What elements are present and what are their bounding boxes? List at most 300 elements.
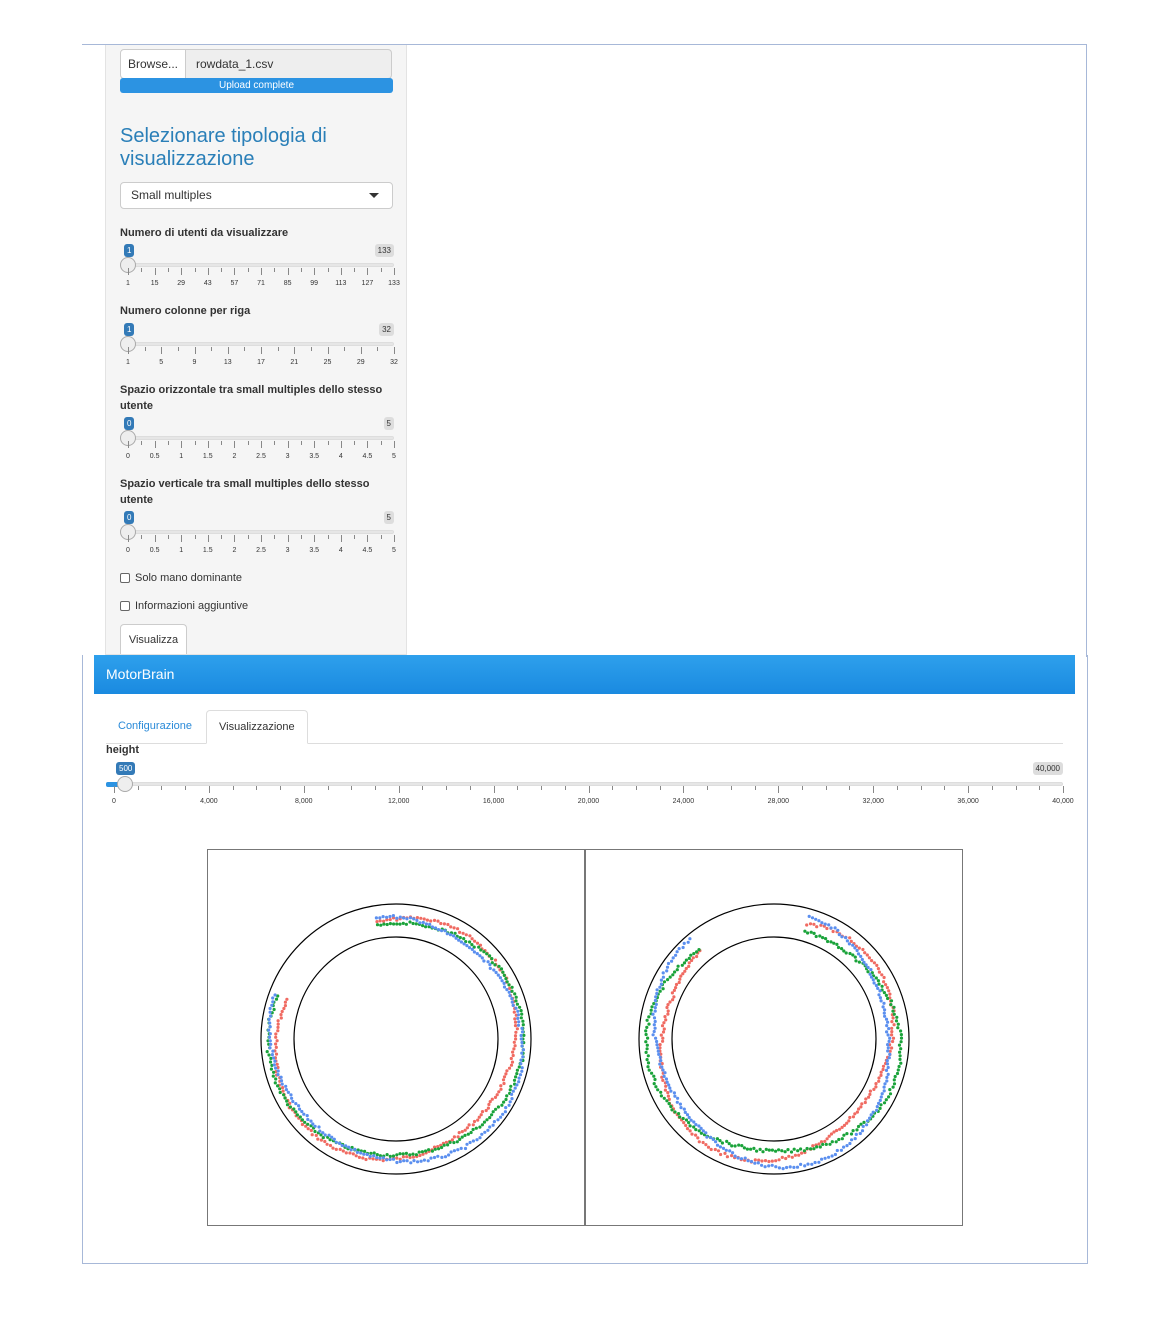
trace-point [872,1088,875,1091]
trace-point [676,1101,679,1104]
height-slider[interactable] [106,762,1074,808]
slider-tick [155,441,156,448]
slider-track[interactable] [128,263,394,267]
trace-point [492,968,495,971]
trace-point [877,967,880,970]
trace-point [323,1140,326,1143]
trace-point [511,1051,514,1054]
file-input[interactable] [120,49,392,79]
trace-point [668,1102,671,1105]
trace-point [888,1088,891,1091]
trace-point [487,960,490,963]
trace-point [402,922,405,925]
trace-point [683,1108,686,1111]
slider-tick [921,786,922,790]
trace-point [782,1167,785,1170]
slider-tick [361,347,362,354]
trace-point [673,989,676,992]
trace-point [677,1112,680,1115]
trace-point [856,949,859,952]
visualizza-button[interactable]: Visualizza [120,624,187,654]
trace-point [654,1027,657,1030]
slider-tick [248,535,249,539]
slider-tick [181,441,182,448]
trace-point [823,1140,826,1143]
slider-tick-label: 4 [338,547,343,554]
trace-point [666,966,669,969]
navbar-title[interactable]: MotorBrain [106,666,175,682]
slider-tick [248,441,249,445]
slider-tick [778,786,779,793]
trace-point [353,1148,356,1151]
trace-point [827,923,830,926]
trace-point [655,1040,658,1043]
trace-point [650,1072,653,1075]
slider-value-badge: 1 [124,244,134,257]
trace-point [507,983,510,986]
trace-point [497,974,500,977]
trace-point [669,976,672,979]
trace-point [759,1148,762,1151]
trace-point [303,1121,306,1124]
trace-point [280,1016,283,1019]
trace-point [764,1165,767,1168]
trace-point [877,979,880,982]
trace-point [433,919,436,922]
slider-tick [381,268,382,272]
trace-point [665,1006,668,1009]
trace-point [513,1011,516,1014]
trace-point [885,1030,888,1033]
trace-point [726,1155,729,1158]
trace-point [654,995,657,998]
trace-point [800,1152,803,1155]
trace-point [646,1019,649,1022]
slider-tick [234,268,235,275]
trace-point [314,1125,317,1128]
slider-track[interactable] [128,342,394,346]
trace-point [858,961,861,964]
trace-point [878,989,881,992]
trace-point [280,1079,283,1082]
trace-point [694,1134,697,1137]
trace-point [768,1149,771,1152]
trace-point [519,1073,522,1076]
trace-point [765,1148,768,1151]
trace-point [418,1154,421,1157]
trace-point [482,959,485,962]
trace-point [665,969,668,972]
trace-point [450,1150,453,1153]
trace-point [792,1166,795,1169]
slider-track[interactable] [128,530,394,534]
trace-point [892,1016,895,1019]
trace-point [358,1156,361,1159]
trace-point [388,915,391,918]
trace-point [662,971,665,974]
trace-point [510,1097,513,1100]
trace-point [877,1080,880,1083]
trace-point [375,916,378,919]
slider-tick-label: 4.5 [362,453,373,460]
checkbox-dominant-hand[interactable] [120,572,242,584]
trace-point [451,1138,454,1141]
trace-point [877,1076,880,1079]
trace-point [494,959,497,962]
trace-point [509,1100,512,1103]
slider-tick [234,535,235,542]
trace-point [276,1073,279,1076]
trace-point [771,1149,774,1152]
trace-point [286,1103,289,1106]
trace-point [434,926,437,929]
trace-point [496,1118,499,1121]
slider-tick [731,786,732,790]
trace-point [885,1079,888,1082]
visualization-type-select[interactable] [120,182,393,209]
trace-point [688,957,691,960]
slider-tick-label: 0 [126,453,130,460]
trace-point [503,985,506,988]
navbar [94,655,1075,694]
trace-point [653,1078,656,1081]
trace-point [306,1123,309,1126]
trace-point [692,952,695,955]
slider-tick [470,786,471,790]
trace-point [490,1113,493,1116]
trace-point [281,1086,284,1089]
trace-point [473,950,476,953]
tab-configurazione[interactable]: Configurazione [118,720,192,732]
trace-point [695,955,698,958]
trace-point [760,1164,763,1167]
trace-point [518,1077,521,1080]
trace-point [692,1125,695,1128]
trace-point [895,1019,898,1022]
trace-point [328,1134,331,1137]
slider-vertical-space[interactable] [120,511,394,557]
trace-point [465,1143,468,1146]
trace-point [443,1144,446,1147]
trace-point [880,999,883,1002]
trace-point [503,974,506,977]
trace-point [702,1141,705,1144]
trace-point [412,1159,415,1162]
trace-point [757,1161,760,1164]
trace-point [900,1040,903,1043]
trace-point [890,1033,893,1036]
trace-point [276,1084,279,1087]
trace-point [520,1044,523,1047]
caret-down-icon [369,193,379,198]
trace-point [820,1158,823,1161]
trace-point [897,1068,900,1071]
trace-point [812,1147,815,1150]
trace-point [449,925,452,928]
trace-point [514,1044,517,1047]
trace-point [828,1143,831,1146]
trace-point [379,919,382,922]
trace-point [852,1129,855,1132]
trace-point [509,1085,512,1088]
trace-point [836,1149,839,1152]
trace-point [700,1127,703,1130]
trace-point [488,1116,491,1119]
slider-tick-label: 5 [392,547,396,554]
trace-point [676,1097,679,1100]
trace-point [382,923,385,926]
trace-point [841,1137,844,1140]
trace-point [274,1081,277,1084]
trace-point [654,1085,657,1088]
tab-visualizzazione[interactable]: Visualizzazione [206,710,308,744]
trace-point [835,1129,838,1132]
slider-tick [314,441,315,448]
slider-track[interactable] [128,436,394,440]
trace-point [862,961,865,964]
trace-point [271,1053,274,1056]
trace-point [868,1117,871,1120]
trace-point [281,1010,284,1013]
slider-tick-label: 16,000 [482,798,505,805]
slider-tick [145,347,146,351]
trace-point [673,1091,676,1094]
trace-point [835,1140,838,1143]
trace-point [294,1110,297,1113]
trace-point [659,1091,662,1094]
trace-point [704,1143,707,1146]
trace-point [386,1153,389,1156]
trace-point [888,1040,891,1043]
trace-point [412,922,415,925]
trace-point [372,1157,375,1160]
trace-point [298,1108,301,1111]
slider-tick [280,786,281,790]
trace-point [515,996,518,999]
trace-point [395,1157,398,1160]
trace-point [862,1121,865,1124]
trace-point [856,1111,859,1114]
slider-tick [155,268,156,275]
slider-tick-label: 29 [177,280,186,287]
trace-point [692,956,695,959]
trace-point [479,948,482,951]
trace-point [885,994,888,997]
trace-point [654,1020,657,1023]
trace-point [718,1139,721,1142]
trace-point [416,1160,419,1163]
trace-point [515,1072,518,1075]
trace-point [520,1070,523,1073]
trace-point [725,1140,728,1143]
trace-point [392,922,395,925]
trace-point [306,1118,309,1121]
trace-point [475,1138,478,1141]
trace-point [273,1008,276,1011]
trace-point [514,1037,517,1040]
trace-point [900,1033,903,1036]
trace-point [277,1019,280,1022]
trace-point [402,1152,405,1155]
trace-point [418,921,421,924]
slider-tick [367,535,368,542]
slider-tick [897,786,898,790]
checkbox-box[interactable] [120,601,130,611]
slider-label-users: Numero di utenti da visualizzare [120,227,289,239]
trace-point [850,1138,853,1141]
trace-point [363,1150,366,1153]
trace-point [840,935,843,938]
trace-point [898,1058,901,1061]
trace-point [886,1049,889,1052]
trace-point [855,1133,858,1136]
trace-point [520,1052,523,1055]
trace-point [892,1006,895,1009]
slider-tick [612,786,613,790]
trace-point [674,986,677,989]
trace-point [483,1131,486,1134]
trace-point [719,1153,722,1156]
trace-point [444,929,447,932]
trace-point [665,1077,668,1080]
trace-point [687,941,690,944]
slider-tick [185,786,186,790]
trace-point [324,1133,327,1136]
trace-point [669,1105,672,1108]
trace-point [689,1124,692,1127]
trace-point [439,922,442,925]
trace-point [819,1145,822,1148]
trace-point [679,975,682,978]
trace-point [866,970,869,973]
trace-point [425,922,428,925]
trace-point [813,932,816,935]
trace-point [514,1031,517,1034]
trace-point [510,997,513,1000]
trace-point [734,1155,737,1158]
slider-tick [541,786,542,790]
trace-point [796,1149,799,1152]
slider-columns[interactable] [120,323,398,369]
trace-point [269,1039,272,1042]
trace-point [520,1016,523,1019]
trace-point [817,1161,820,1164]
trace-point [271,1050,274,1053]
slider-tick [288,268,289,275]
checkbox-additional-info[interactable] [120,600,248,612]
tab-bar [106,710,1063,744]
slider-horizontal-space[interactable] [120,417,394,463]
trace-point [885,1024,888,1027]
trace-point [845,1132,848,1135]
trace-point [276,1026,279,1029]
trace-point [433,1156,436,1159]
trace-point [857,1125,860,1128]
slider-tick-label: 21 [290,359,299,366]
trace-point [688,937,691,940]
trace-point [285,1088,288,1091]
trace-point [663,1097,666,1100]
trace-point [516,1027,519,1030]
trace-point [282,1093,285,1096]
trace-point [411,1153,414,1156]
trace-point [321,1131,324,1134]
trace-point [376,1153,379,1156]
trace-point [799,1163,802,1166]
trace-point [405,923,408,926]
trace-point [478,954,481,957]
panel-right [586,850,963,1226]
slider-users[interactable] [120,244,400,290]
trace-point [874,1082,877,1085]
trace-point [443,922,446,925]
trace-point [408,920,411,923]
slider-tick [351,786,352,790]
trace-point [852,1115,855,1118]
trace-point [405,1152,408,1155]
trace-point [504,977,507,980]
trace-point [503,1075,506,1078]
trace-point [686,1127,689,1130]
trace-point [740,1157,743,1160]
trace-point [369,1155,372,1158]
slider-value-badge: 0 [124,511,134,524]
slider-tick [288,535,289,542]
trace-point [514,1007,517,1010]
trace-point [483,1121,486,1124]
trace-point [662,1030,665,1033]
browse-button[interactable]: Browse... [120,49,186,79]
trace-point [476,942,479,945]
trace-point [513,1017,516,1020]
trace-point [516,1017,519,1020]
trace-point [458,931,461,934]
trace-point [395,922,398,925]
slider-tick [660,786,661,790]
trace-point [455,937,458,940]
trace-point [268,1046,271,1049]
slider-tick-label: 99 [310,280,319,287]
slider-ticks [126,347,398,366]
checkbox-box[interactable] [120,573,130,583]
slider-tick-label: 1 [179,547,184,554]
trace-point [834,926,837,929]
trace-point [654,1037,657,1040]
trace-point [890,1030,893,1033]
trace-point [694,1123,697,1126]
trace-point [436,1155,439,1158]
trace-point [504,1106,507,1109]
trace-point [690,1133,693,1136]
trace-point [826,1137,829,1140]
trace-point [508,1104,511,1107]
trace-point [366,1153,369,1156]
trace-point [893,1082,896,1085]
trace-point [866,953,869,956]
trace-point [501,1113,504,1116]
trace-point [875,984,878,987]
trace-point [496,1093,499,1096]
trace-point [661,1024,664,1027]
trace-point [315,1134,318,1137]
trace-point [655,1003,658,1006]
trace-point [677,965,680,968]
trace-point [879,996,882,999]
trace-point [899,1029,902,1032]
trace-point [468,934,471,937]
trace-point [667,1095,670,1098]
trace-point [522,1023,525,1026]
